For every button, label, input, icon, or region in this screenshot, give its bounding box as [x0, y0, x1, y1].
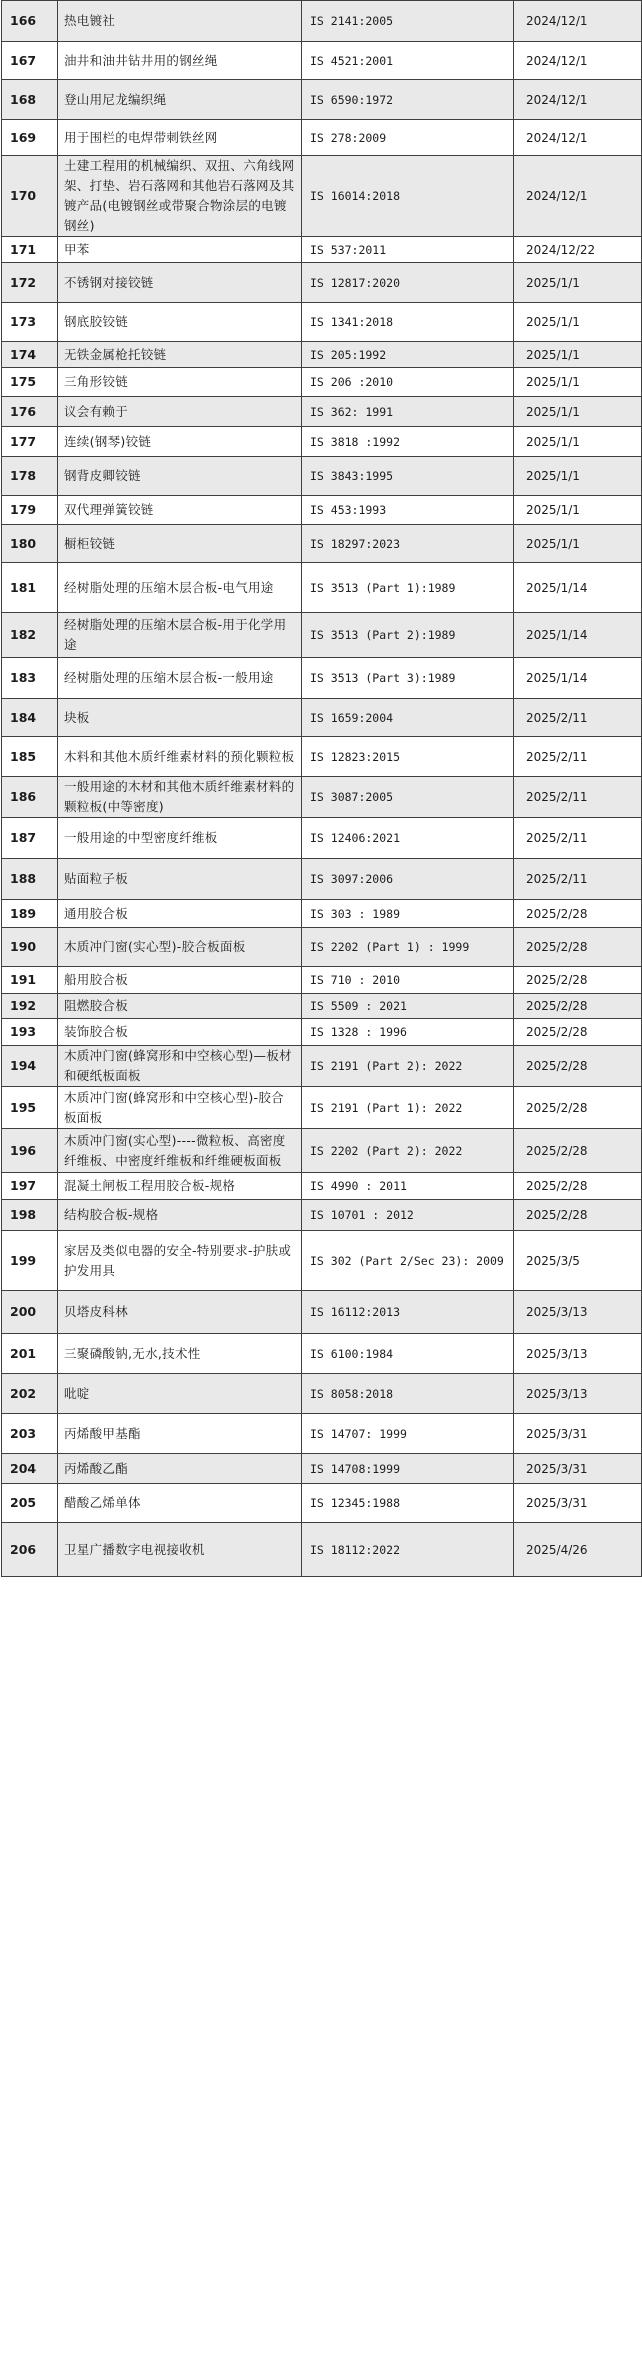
row-number-cell: 168: [2, 80, 58, 120]
effective-date-cell: 2025/2/28: [514, 1173, 642, 1200]
standard-number-cell: IS 2202 (Part 2): 2022: [302, 1129, 514, 1173]
table-row: [2, 1019, 642, 1046]
effective-date-cell: 2025/1/1: [514, 368, 642, 397]
row-number-cell: 184: [2, 699, 58, 737]
row-number-cell: 190: [2, 928, 58, 967]
table-row: [2, 818, 642, 859]
product-name-cell: 结构胶合板-规格: [58, 1200, 302, 1231]
standard-number-cell: IS 1341:2018: [302, 303, 514, 342]
effective-date-cell: 2025/4/26: [514, 1523, 642, 1577]
table-row: [2, 1129, 642, 1173]
standard-number-cell: IS 205:1992: [302, 342, 514, 368]
product-name-cell: 木料和其他木质纤维素材料的预化颗粒板: [58, 737, 302, 777]
standard-number-cell: IS 537:2011: [302, 237, 514, 263]
table-row: [2, 303, 642, 342]
effective-date-cell: 2024/12/1: [514, 120, 642, 156]
product-name-cell: 丙烯酸甲基酯: [58, 1414, 302, 1454]
effective-date-cell: 2025/2/28: [514, 1129, 642, 1173]
table-row: [2, 237, 642, 263]
row-number-cell: 205: [2, 1484, 58, 1523]
effective-date-cell: 2025/3/31: [514, 1454, 642, 1484]
product-name-cell: 三聚磷酸钠,无水,技术性: [58, 1334, 302, 1374]
effective-date-cell: 2025/2/11: [514, 737, 642, 777]
standard-number-cell: IS 710 : 2010: [302, 967, 514, 994]
table-row: [2, 1200, 642, 1231]
product-name-cell: 热电镀社: [58, 1, 302, 42]
standard-number-cell: IS 2141:2005: [302, 1, 514, 42]
table-row: [2, 397, 642, 427]
effective-date-cell: 2025/2/11: [514, 818, 642, 859]
product-name-cell: 木质冲门窗(蜂窝形和中空核心型)-胶合板面板: [58, 1087, 302, 1129]
effective-date-cell: 2025/1/1: [514, 263, 642, 303]
standard-number-cell: IS 3087:2005: [302, 777, 514, 818]
standard-number-cell: IS 303 : 1989: [302, 900, 514, 928]
product-name-cell: 议会有赖于: [58, 397, 302, 427]
effective-date-cell: 2025/2/28: [514, 1046, 642, 1087]
product-name-cell: 醋酸乙烯单体: [58, 1484, 302, 1523]
row-number-cell: 171: [2, 237, 58, 263]
row-number-cell: 167: [2, 42, 58, 80]
row-number-cell: 172: [2, 263, 58, 303]
table-row: [2, 1087, 642, 1129]
product-name-cell: 土建工程用的机械编织、双扭、六角线网架、打垫、岩石落网和其他岩石落网及其镀产品(电镀钢丝或带聚合物涂层的电镀钢丝): [58, 156, 302, 237]
product-name-cell: 一般用途的木材和其他木质纤维素材料的颗粒板(中等密度): [58, 777, 302, 818]
effective-date-cell: 2025/3/5: [514, 1231, 642, 1291]
effective-date-cell: 2025/3/31: [514, 1414, 642, 1454]
standard-number-cell: IS 2191 (Part 2): 2022: [302, 1046, 514, 1087]
table-row: [2, 1291, 642, 1334]
product-name-cell: 卫星广播数字电视接收机: [58, 1523, 302, 1577]
effective-date-cell: 2025/2/11: [514, 859, 642, 900]
row-number-cell: 196: [2, 1129, 58, 1173]
row-number-cell: 169: [2, 120, 58, 156]
effective-date-cell: 2025/2/28: [514, 1019, 642, 1046]
table-row: [2, 613, 642, 658]
effective-date-cell: 2024/12/1: [514, 42, 642, 80]
standard-number-cell: IS 206 :2010: [302, 368, 514, 397]
effective-date-cell: 2025/1/14: [514, 658, 642, 699]
table-row: [2, 120, 642, 156]
standard-number-cell: IS 3513 (Part 1):1989: [302, 563, 514, 613]
effective-date-cell: 2024/12/22: [514, 237, 642, 263]
row-number-cell: 206: [2, 1523, 58, 1577]
table-row: [2, 1173, 642, 1200]
standard-number-cell: IS 1659:2004: [302, 699, 514, 737]
row-number-cell: 181: [2, 563, 58, 613]
effective-date-cell: 2025/2/28: [514, 967, 642, 994]
effective-date-cell: 2025/1/14: [514, 563, 642, 613]
product-name-cell: 阻燃胶合板: [58, 994, 302, 1019]
standard-number-cell: IS 2191 (Part 1): 2022: [302, 1087, 514, 1129]
standard-number-cell: IS 6100:1984: [302, 1334, 514, 1374]
row-number-cell: 186: [2, 777, 58, 818]
table-row: [2, 1231, 642, 1291]
table-row: [2, 1334, 642, 1374]
effective-date-cell: 2024/12/1: [514, 1, 642, 42]
standard-number-cell: IS 3097:2006: [302, 859, 514, 900]
effective-date-cell: 2025/1/1: [514, 525, 642, 563]
table-row: [2, 42, 642, 80]
product-name-cell: 三角形铰链: [58, 368, 302, 397]
effective-date-cell: 2025/1/1: [514, 496, 642, 525]
product-name-cell: 无铁金属枪托铰链: [58, 342, 302, 368]
product-name-cell: 贝塔皮科林: [58, 1291, 302, 1334]
product-name-cell: 经树脂处理的压缩木层合板-用于化学用途: [58, 613, 302, 658]
effective-date-cell: 2025/3/13: [514, 1291, 642, 1334]
row-number-cell: 180: [2, 525, 58, 563]
table-row: [2, 263, 642, 303]
row-number-cell: 192: [2, 994, 58, 1019]
row-number-cell: 197: [2, 1173, 58, 1200]
row-number-cell: 174: [2, 342, 58, 368]
product-name-cell: 经树脂处理的压缩木层合板-一般用途: [58, 658, 302, 699]
row-number-cell: 189: [2, 900, 58, 928]
standard-number-cell: IS 10701 : 2012: [302, 1200, 514, 1231]
effective-date-cell: 2025/3/31: [514, 1484, 642, 1523]
table-row: [2, 967, 642, 994]
standard-number-cell: IS 14708:1999: [302, 1454, 514, 1484]
standard-number-cell: IS 1328 : 1996: [302, 1019, 514, 1046]
product-name-cell: 钢底胶铰链: [58, 303, 302, 342]
product-name-cell: 甲苯: [58, 237, 302, 263]
product-name-cell: 橱柜铰链: [58, 525, 302, 563]
table-row: [2, 1523, 642, 1577]
table-row: [2, 496, 642, 525]
product-name-cell: 用于围栏的电焊带刺铁丝网: [58, 120, 302, 156]
standard-number-cell: IS 16112:2013: [302, 1291, 514, 1334]
effective-date-cell: 2025/2/28: [514, 900, 642, 928]
table-row: [2, 737, 642, 777]
row-number-cell: 195: [2, 1087, 58, 1129]
row-number-cell: 182: [2, 613, 58, 658]
effective-date-cell: 2025/1/14: [514, 613, 642, 658]
product-name-cell: 木质冲门窗(实心型)----微粒板、高密度纤维板、中密度纤维板和纤维硬板面板: [58, 1129, 302, 1173]
standard-number-cell: IS 5509 : 2021: [302, 994, 514, 1019]
standard-number-cell: IS 3818 :1992: [302, 427, 514, 457]
product-name-cell: 油井和油井钻井用的钢丝绳: [58, 42, 302, 80]
standard-number-cell: IS 12406:2021: [302, 818, 514, 859]
product-name-cell: 登山用尼龙编织绳: [58, 80, 302, 120]
product-name-cell: 木质冲门窗(蜂窝形和中空核心型)—板材和硬纸板面板: [58, 1046, 302, 1087]
standard-number-cell: IS 12823:2015: [302, 737, 514, 777]
standard-number-cell: IS 453:1993: [302, 496, 514, 525]
standard-number-cell: IS 18297:2023: [302, 525, 514, 563]
product-name-cell: 块板: [58, 699, 302, 737]
table-row: [2, 859, 642, 900]
row-number-cell: 204: [2, 1454, 58, 1484]
table-row: [2, 900, 642, 928]
table-row: [2, 1, 642, 42]
table-row: [2, 80, 642, 120]
row-number-cell: 202: [2, 1374, 58, 1414]
standard-number-cell: IS 12817:2020: [302, 263, 514, 303]
product-name-cell: 一般用途的中型密度纤维板: [58, 818, 302, 859]
standards-table-body: [2, 1, 642, 1577]
effective-date-cell: 2025/1/1: [514, 342, 642, 368]
row-number-cell: 178: [2, 457, 58, 496]
effective-date-cell: 2025/2/28: [514, 1200, 642, 1231]
table-row: [2, 658, 642, 699]
product-name-cell: 吡啶: [58, 1374, 302, 1414]
row-number-cell: 185: [2, 737, 58, 777]
effective-date-cell: 2025/2/28: [514, 1087, 642, 1129]
effective-date-cell: 2025/2/28: [514, 994, 642, 1019]
standard-number-cell: IS 14707: 1999: [302, 1414, 514, 1454]
row-number-cell: 176: [2, 397, 58, 427]
standard-number-cell: IS 3513 (Part 3):1989: [302, 658, 514, 699]
row-number-cell: 201: [2, 1334, 58, 1374]
row-number-cell: 166: [2, 1, 58, 42]
product-name-cell: 贴面粒子板: [58, 859, 302, 900]
row-number-cell: 191: [2, 967, 58, 994]
row-number-cell: 199: [2, 1231, 58, 1291]
effective-date-cell: 2025/2/28: [514, 928, 642, 967]
product-name-cell: 家居及类似电器的安全-特别要求-护肤或护发用具: [58, 1231, 302, 1291]
effective-date-cell: 2024/12/1: [514, 156, 642, 237]
effective-date-cell: 2025/1/1: [514, 397, 642, 427]
effective-date-cell: 2025/1/1: [514, 427, 642, 457]
table-row: [2, 342, 642, 368]
table-row: [2, 1484, 642, 1523]
standard-number-cell: IS 278:2009: [302, 120, 514, 156]
product-name-cell: 装饰胶合板: [58, 1019, 302, 1046]
row-number-cell: 170: [2, 156, 58, 237]
standards-table: [1, 0, 642, 1577]
effective-date-cell: 2025/1/1: [514, 303, 642, 342]
table-row: [2, 563, 642, 613]
standard-number-cell: IS 4990 : 2011: [302, 1173, 514, 1200]
table-row: [2, 1374, 642, 1414]
product-name-cell: 船用胶合板: [58, 967, 302, 994]
standard-number-cell: IS 3843:1995: [302, 457, 514, 496]
standard-number-cell: IS 8058:2018: [302, 1374, 514, 1414]
product-name-cell: 经树脂处理的压缩木层合板-电气用途: [58, 563, 302, 613]
standard-number-cell: IS 16014:2018: [302, 156, 514, 237]
standard-number-cell: IS 6590:1972: [302, 80, 514, 120]
row-number-cell: 194: [2, 1046, 58, 1087]
product-name-cell: 双代理弹簧铰链: [58, 496, 302, 525]
table-row: [2, 994, 642, 1019]
table-row: [2, 525, 642, 563]
product-name-cell: 连续(钢琴)铰链: [58, 427, 302, 457]
effective-date-cell: 2025/3/13: [514, 1334, 642, 1374]
row-number-cell: 188: [2, 859, 58, 900]
table-row: [2, 457, 642, 496]
standard-number-cell: IS 362: 1991: [302, 397, 514, 427]
product-name-cell: 不锈钢对接铰链: [58, 263, 302, 303]
standard-number-cell: IS 12345:1988: [302, 1484, 514, 1523]
row-number-cell: 175: [2, 368, 58, 397]
row-number-cell: 183: [2, 658, 58, 699]
row-number-cell: 200: [2, 1291, 58, 1334]
effective-date-cell: 2024/12/1: [514, 80, 642, 120]
product-name-cell: 钢背皮卿铰链: [58, 457, 302, 496]
row-number-cell: 179: [2, 496, 58, 525]
row-number-cell: 198: [2, 1200, 58, 1231]
standard-number-cell: IS 2202 (Part 1) : 1999: [302, 928, 514, 967]
effective-date-cell: 2025/2/11: [514, 777, 642, 818]
table-row: [2, 427, 642, 457]
table-row: [2, 368, 642, 397]
effective-date-cell: 2025/1/1: [514, 457, 642, 496]
table-row: [2, 1454, 642, 1484]
product-name-cell: 通用胶合板: [58, 900, 302, 928]
table-row: [2, 699, 642, 737]
row-number-cell: 203: [2, 1414, 58, 1454]
standard-number-cell: IS 3513 (Part 2):1989: [302, 613, 514, 658]
product-name-cell: 木质冲门窗(实心型)-胶合板面板: [58, 928, 302, 967]
table-row: [2, 156, 642, 237]
table-row: [2, 928, 642, 967]
effective-date-cell: 2025/3/13: [514, 1374, 642, 1414]
standard-number-cell: IS 18112:2022: [302, 1523, 514, 1577]
table-row: [2, 1046, 642, 1087]
row-number-cell: 187: [2, 818, 58, 859]
standard-number-cell: IS 4521:2001: [302, 42, 514, 80]
product-name-cell: 混凝土闸板工程用胶合板-规格: [58, 1173, 302, 1200]
row-number-cell: 177: [2, 427, 58, 457]
row-number-cell: 173: [2, 303, 58, 342]
product-name-cell: 丙烯酸乙酯: [58, 1454, 302, 1484]
row-number-cell: 193: [2, 1019, 58, 1046]
table-row: [2, 777, 642, 818]
table-row: [2, 1414, 642, 1454]
standard-number-cell: IS 302 (Part 2/Sec 23): 2009: [302, 1231, 514, 1291]
effective-date-cell: 2025/2/11: [514, 699, 642, 737]
